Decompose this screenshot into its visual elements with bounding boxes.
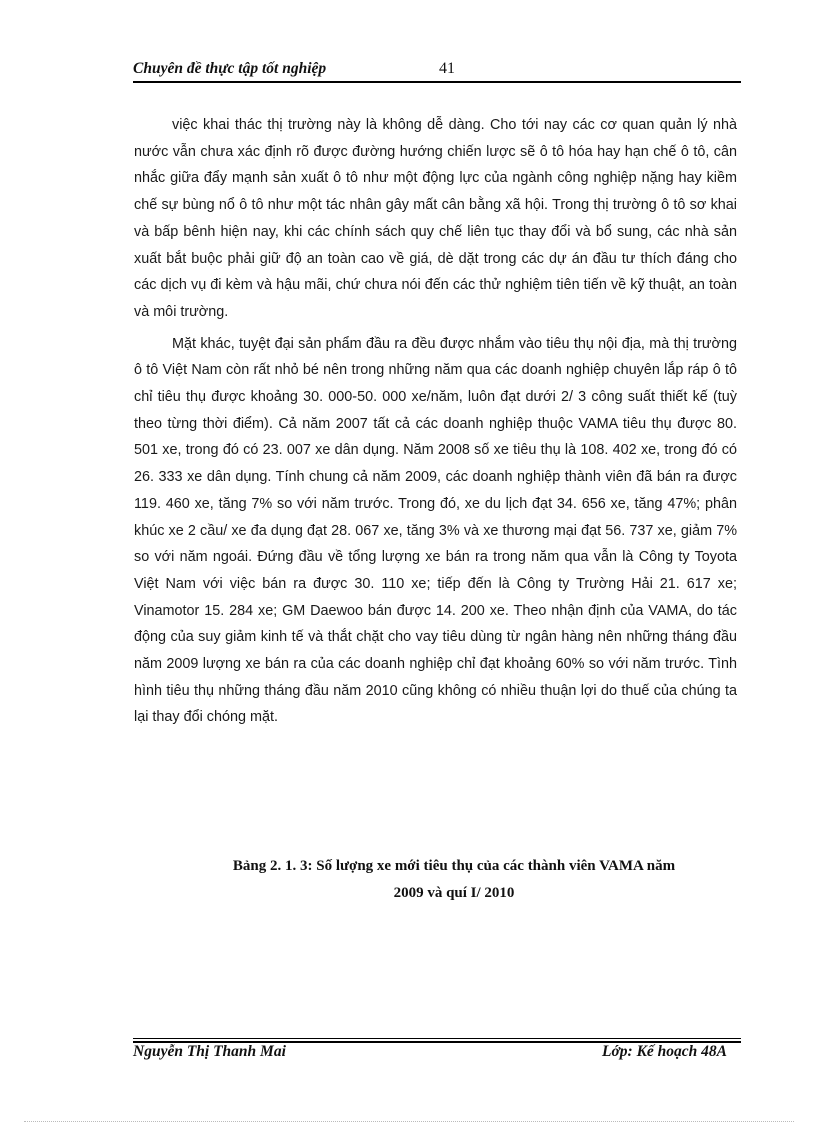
page-header — [133, 60, 741, 82]
author-name: Nguyễn Thị Thanh Mai — [133, 1043, 286, 1060]
document-title: Chuyên đề thực tập tốt nghiệp — [133, 60, 327, 77]
page-footer — [133, 1043, 741, 1065]
paragraph-2: Mặt khác, tuyệt đại sản phẩm đầu ra đều được nhắm vào tiêu thụ nội địa, mà thị trường ô tô Việt Nam còn rất nhỏ bé nên trong những năm qua các doanh nghiệp chuyên lắp ráp ô tô chỉ tiêu thụ được khoảng 30. 000-50. 000 xe/năm, luôn đạt dưới 2/ 3 công suất thiết kế (tuỳ theo từng thời điểm). Cả năm 2007 tất cả các doanh nghiệp thuộc VAMA tiêu thụ được 80. 501 xe, trong đó có 23. 007 xe dân dụng. Năm 2008 số xe tiêu thụ là 108. 402 xe, trong đó có 26. 333 xe dân dụng. Tính chung cả năm 2009, các doanh nghiệp thành viên đã bán ra được 119. 460 xe, tăng 7% so với năm trước. Trong đó, xe du lịch đạt 34. 656 xe, tăng 47%; phân khúc xe 2 cầu/ xe đa dụng đạt 28. 067 xe, tăng 3% và xe thương mại đạt 56. 737 xe, giảm 7% so với năm ngoái. Đứng đầu về tổng lượng xe bán ra trong năm qua vẫn là Công ty Toyota Việt Nam với việc bán ra được 30. 110 xe; tiếp đến là Công ty Trường Hải 21. 617 xe; Vinamotor 15. 284 xe; GM Daewoo bán được 14. 200 xe. Theo nhận định của VAMA, do tác động của suy giảm kinh tế và thắt chặt cho vay tiêu dùng từ ngân hàng nên những tháng đầu năm 2009 lượng xe bán ra của các doanh nghiệp chỉ đạt khoảng 60% so với năm trước. Tình hình tiêu thụ những tháng đầu năm 2010 cũng không có nhiều thuận lợi do thuế của chúng ta lại thay đổi chóng mặt. — [134, 335, 737, 726]
table-caption — [150, 853, 758, 907]
page-edge — [24, 1121, 794, 1122]
caption-line-2: 2009 và quí I/ 2010 — [393, 885, 515, 901]
caption-line-1: Bảng 2. 1. 3: Số lượng xe mới tiêu thụ của các thành viên VAMA năm — [232, 858, 676, 874]
body-text — [134, 112, 737, 731]
paragraph-1: việc khai thác thị trường này là không dễ dàng. Cho tới nay các cơ quan quản lý nhà nước vẫn chưa xác định rõ được đường hướng chiến lược sẽ ô tô hóa hay hạn chế ô tô, cân nhắc giữa đẩy mạnh sản xuất ô tô như một động lực của ngành công nghiệp nặng hay kiềm chế sự bùng nổ ô tô như một tác nhân gây mất cân bằng xã hội. Trong thị trường ô tô sơ khai và bấp bênh hiện nay, khi các chính sách quy chế liên tục thay đổi và bổ sung, các nhà sản xuất bắt buộc phải giữ độ an toàn cao về giá, dè dặt trong các dự án đầu tư thích đáng cho các dịch vụ đi kèm và hậu mãi, chứ chưa nói đến các thử nghiệm tiên tiến về kỹ thuật, an toàn và môi trường. — [134, 117, 737, 320]
header-rule — [133, 81, 741, 83]
class-name: Lớp: Kế hoạch 48A — [602, 1043, 727, 1060]
footer-rule-thin — [133, 1038, 741, 1039]
page-number: 41 — [439, 60, 455, 77]
